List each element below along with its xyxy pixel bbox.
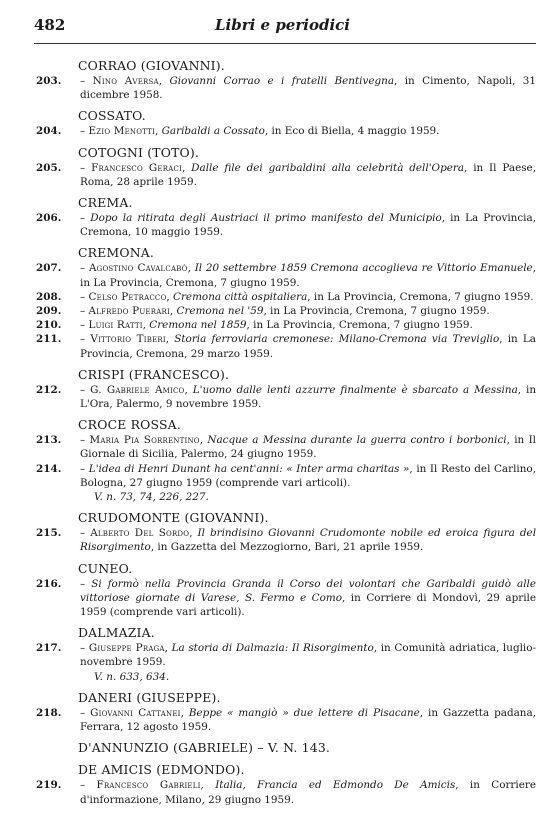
entry-publication: , in Gazzetta del Mezzogiorno, Bari, 21 aprile 1959. (150, 541, 424, 554)
entry-title: Dopo la ritirata degli Austriaci il primo manifesto del Municipio (90, 212, 442, 225)
bibliography-entry (0, 462, 550, 490)
section-heading: COSSATO. (78, 108, 146, 124)
bibliography-list (0, 57, 550, 812)
bibliography-entry (0, 161, 550, 189)
entry-title: Storia ferroviaria cremonese: Milano-Cremona via Treviglio (174, 333, 500, 346)
entry-author: Celso Petracco (88, 290, 167, 303)
entry-publication: , in Eco di Biella, 4 maggio 1959. (264, 125, 440, 138)
section-heading: CRUDOMONTE (GIOVANNI). (78, 510, 269, 526)
entry-title: L'idea di Henri Dunant ha cent'anni: « Inter arma charitas » (88, 462, 410, 475)
entry-number: 206. (36, 212, 62, 225)
bibliography-entry (0, 577, 550, 620)
bibliography-entry (0, 383, 550, 411)
cross-reference: V. n. 633, 634. (94, 670, 170, 683)
entry-author: Agostino Cavalcabò (88, 262, 188, 275)
entry-text: – Celso Petracco, Cremona città ospitaliera, in La Provincia, Cremona, 7 giugno 1959. (80, 290, 534, 303)
entry-text: – Nino Aversa, Giovanni Corrao e i fratelli Bentivegna, in Cimento, Napoli, 31 dicembre 1958. (80, 75, 537, 102)
entry-text: – Agostino Cavalcabò, Il 20 settembre 1859 Cremona accoglieva re Vittorio Emanuele, in La Provincia, Cremona, 7 giugno 1959. (80, 262, 537, 289)
entry-author: Alberto Del Sordo (90, 527, 190, 540)
entry-text: – G. Gabriele Amico, L'uomo dalle lenti azzurre finalmente è sbarcato a Messina, in L'Ora, Palermo, 9 novembre 1959. (80, 383, 537, 411)
entry-text: – Ezio Menotti, Garibaldi a Cossato, in Eco di Biella, 4 maggio 1959. (80, 125, 440, 138)
entry-publication: , in L'Ora, Palermo, 9 novembre 1959. (80, 383, 537, 411)
bibliography-section (0, 107, 550, 138)
running-title: Libri e periodici (215, 16, 350, 34)
entry-author: Francesco Geraci (91, 161, 182, 174)
bibliography-entry (0, 124, 550, 138)
section-heading: CORRAO (GIOVANNI). (78, 58, 225, 73)
entry-author: Ezio Menotti (88, 125, 156, 138)
entry-text: – Giovanni Cattanei, Beppe « mangiò » due lettere di Pisacane, in Gazzetta padana, Ferrara, 12 agosto 1959. (80, 706, 536, 734)
entry-publication: , in La Provincia, Cremona, 7 giugno 1959. (263, 305, 490, 318)
entry-title: Beppe « mangiò » due lettere di Pisacane (188, 706, 420, 719)
entry-title: Cremona città ospitaliera (173, 290, 308, 303)
entry-number: 219. (36, 779, 62, 792)
entry-number: 211. (36, 333, 62, 346)
entry-text: – Dopo la ritirata degli Austriaci il primo manifesto del Municipio, in La Provincia, Cremona, 10 maggio 1959. (80, 212, 537, 239)
entry-text: – Maria Pia Sorrentino, Nacque a Messina durante la guerra contro i borbonici, in Il Giornale di Sicilia, Palermo, 24 giugno 1959. (80, 434, 537, 461)
entry-number: 213. (36, 434, 62, 447)
bibliography-entry (0, 706, 550, 734)
section-heading: DANERI (GIUSEPPE). (78, 689, 221, 705)
entry-title: Il brindisino Giovanni Crudomonte nobile ed eroica figura del Risorgimento (80, 527, 537, 554)
entry-number: 204. (36, 125, 62, 138)
section-heading: CRISPI (FRANCESCO). (78, 366, 230, 382)
section-heading: CREMONA. (78, 245, 155, 261)
entry-number: 212. (36, 383, 62, 396)
bibliography-entry (0, 318, 550, 332)
entry-publication: , in La Provincia, Cremona, 7 giugno 1959. (246, 319, 473, 332)
entry-publication: , in Il Resto del Carlino, Bologna, 27 giugno 1959 (comprende vari articoli). (80, 462, 536, 489)
entry-number: 217. (36, 642, 62, 655)
entry-publication: , in La Provincia, Cremona, 29 marzo 1959. (80, 333, 537, 360)
bibliography-entry (0, 332, 550, 360)
entry-publication: , in Il Paese, Roma, 28 aprile 1959. (80, 161, 536, 188)
entry-title: L'uomo dalle lenti azzurre finalmente è sbarcato a Messina (192, 383, 518, 396)
entry-title: Cremona nel 1859 (149, 319, 247, 332)
entry-text: – Alberto Del Sordo, Il brindisino Giovanni Crudomonte nobile ed eroica figura del Risorgimento, in Gazzetta del Mezzogiorno, Bari, 21 aprile 1959. (80, 527, 537, 554)
entry-author: Nino Aversa (92, 75, 159, 87)
entry-number: 216. (36, 577, 62, 590)
entry-text: – Francesco Gabrieli, Italia, Francia ed Edmondo De Amicis, in Corriere d'informazione, Milano, 29 giugno 1959. (80, 779, 536, 806)
entry-author: Maria Pia Sorrentino (89, 434, 200, 447)
entry-title: La storia di Dalmazia: Il Risorgimento (171, 642, 374, 655)
entry-title: Cremona nel '59 (176, 305, 264, 318)
bibliography-section (0, 761, 550, 806)
entry-text: – Si formò nella Provincia Granda il Corso dei volontari che Garibaldi guidò alle vittoriose giornate di Varese, S. Fermo e Como, in Corriere di Mondovì, 29 aprile 1959 (comprende vari articoli). (80, 577, 537, 619)
bibliography-entry (0, 304, 550, 318)
entry-title: Si formò nella Provincia Granda il Corso dei volontari che Garibaldi guidò alle vittoriose giornate di Varese, S. Fermo e Como (80, 577, 537, 604)
entry-number: 205. (36, 161, 62, 174)
entry-title: Garibaldi a Cossato (161, 125, 265, 138)
section-heading: CUNEO. (78, 560, 133, 576)
entry-number: 210. (36, 319, 62, 332)
bibliography-section (0, 560, 550, 620)
entry-author: Alfredo Puerari (88, 305, 170, 318)
entry-text: – Vittorio Tiberi, Storia ferroviaria cremonese: Milano-Cremona via Treviglio, in La Provincia, Cremona, 29 marzo 1959. (80, 333, 537, 360)
entry-number: 208. (36, 290, 62, 303)
bibliography-section (0, 57, 550, 102)
bibliography-entry (0, 290, 550, 304)
entry-title: Dalle file dei garibaldini alla celebrità dell'Opera (191, 161, 465, 174)
bibliography-entry (0, 261, 550, 289)
entry-author: Luigi Ratti (88, 319, 143, 332)
entry-text: – Giuseppe Praga, La storia di Dalmazia: Il Risorgimento, in Comunità adriatica, luglio-novembre 1959. (80, 642, 537, 669)
entry-author: G. Gabriele Amico (90, 383, 185, 396)
section-heading: CREMA. (78, 195, 133, 211)
bibliography-entry (0, 641, 550, 669)
entry-text: – Luigi Ratti, Cremona nel 1859, in La Provincia, Cremona, 7 giugno 1959. (80, 319, 473, 332)
entry-number: 214. (36, 462, 62, 475)
entry-publication: , in La Provincia, Cremona, 7 giugno 1959. (307, 290, 534, 303)
header-rule (34, 43, 536, 44)
entry-publication: , in Il Giornale di Sicilia, Palermo, 24 giugno 1959. (80, 434, 537, 461)
entry-publication: , in La Provincia, Cremona, 7 giugno 1959. (80, 262, 537, 289)
bibliography-section (0, 244, 550, 360)
bibliography-section (0, 194, 550, 239)
bibliography-section (0, 624, 550, 684)
entry-title: Giovanni Corrao e i fratelli Bentivegna (169, 75, 395, 87)
page-number: 482 (34, 16, 66, 34)
bibliography-section (0, 416, 550, 504)
entry-number: 203. (36, 75, 62, 87)
bibliography-section (0, 689, 550, 734)
entry-author: Giuseppe Praga (88, 642, 165, 655)
entry-publication: , in Corriere d'informazione, Milano, 29 giugno 1959. (80, 779, 536, 806)
entry-publication: , in Cimento, Napoli, 31 dicembre 1958. (80, 75, 537, 102)
entry-text: – Francesco Geraci, Dalle file dei garibaldini alla celebrità dell'Opera, in Il Paese, Roma, 28 aprile 1959. (80, 161, 536, 188)
section-heading: D'ANNUNZIO (GABRIELE) – V. N. 143. (78, 740, 331, 756)
section-heading: DALMAZIA. (78, 625, 155, 641)
entry-text: – Alfredo Puerari, Cremona nel '59, in La Provincia, Cremona, 7 giugno 1959. (80, 305, 490, 318)
entry-number: 215. (36, 527, 62, 540)
section-heading: CROCE ROSSA. (78, 417, 181, 433)
bibliography-section (0, 366, 550, 411)
entry-publication: , in Corriere di Mondovì, 29 aprile 1959 (comprende vari articoli). (80, 591, 536, 619)
bibliography-section (0, 144, 550, 189)
cross-reference: V. n. 73, 74, 226, 227. (94, 491, 209, 504)
bibliography-entry (0, 74, 550, 102)
entry-text: – L'idea di Henri Dunant ha cent'anni: « Inter arma charitas », in Il Resto del Carlino, Bologna, 27 giugno 1959 (comprende vari articoli). (80, 462, 536, 489)
entry-author: Francesco Gabrieli (96, 779, 201, 792)
entry-author: Vittorio Tiberi (90, 333, 166, 346)
section-heading: COTOGNI (TOTO). (78, 144, 200, 160)
entry-publication: , in La Provincia, Cremona, 10 maggio 1959. (80, 212, 537, 239)
entry-author: Giovanni Cattanei (90, 706, 181, 719)
bibliography-entry (0, 211, 550, 239)
entry-number: 207. (36, 262, 62, 275)
bibliography-entry (0, 433, 550, 461)
section-heading: DE AMICIS (EDMONDO). (78, 762, 245, 778)
bibliography-section (0, 509, 550, 554)
entry-title: Italia, Francia ed Edmondo De Amicis (215, 779, 456, 792)
bibliography-section (0, 739, 550, 756)
entry-number: 218. (36, 706, 62, 719)
entry-publication: , in Comunità adriatica, luglio-novembre 1959. (80, 642, 537, 669)
bibliography-entry (0, 778, 550, 806)
entry-publication: , in Gazzetta padana, Ferrara, 12 agosto 1959. (80, 706, 536, 734)
entry-title: Nacque a Messina durante la guerra contro i borbonici (207, 434, 507, 447)
entry-title: Il 20 settembre 1859 Cremona accoglieva re Vittorio Emanuele (194, 262, 533, 275)
entry-number: 209. (36, 305, 62, 318)
bibliography-entry (0, 526, 550, 554)
